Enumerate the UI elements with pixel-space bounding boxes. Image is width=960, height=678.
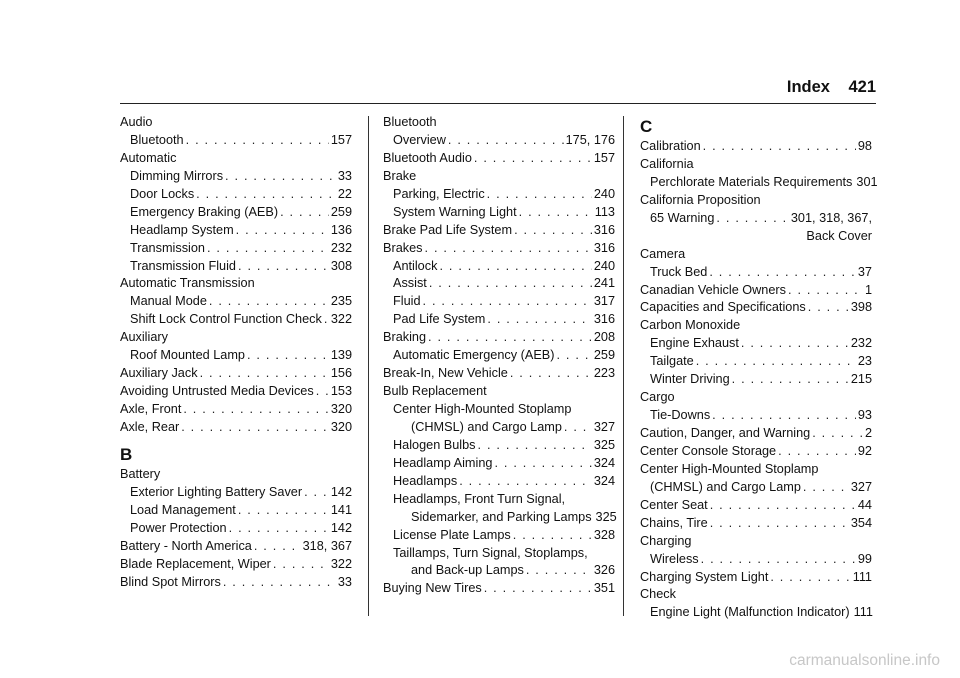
entry-page: 259 [593,348,615,363]
index-entry [640,138,872,156]
dot-leader [710,497,856,515]
index-entry [383,293,615,311]
dot-leader [526,562,592,580]
entry-page: 111 [853,605,873,620]
entry-term: Door Locks [130,186,195,201]
entry-page: 320 [330,419,352,434]
index-continuation: Back Cover [806,228,872,243]
page-number: 421 [848,78,876,96]
entry-page: 301, 318, 367, [790,210,872,225]
dot-leader [459,473,592,491]
entry-page: 33 [337,168,352,183]
entry-term: Brakes [383,240,423,255]
entry-page: 22 [337,186,352,201]
index-heading: Bluetooth [383,115,437,129]
index-entry [120,419,352,437]
entry-page: 328 [593,527,615,542]
entry-page: 113 [594,204,615,219]
entry-page: 139 [330,348,352,363]
index-heading: Charging [640,533,692,548]
entry-term: Shift Lock Control Function Check [130,312,322,327]
entry-page: 326 [593,563,615,578]
index-letter-heading: B [120,444,133,464]
index-entry [640,407,872,425]
index-entry [120,347,352,365]
dot-leader [304,484,329,502]
entry-term: Antilock [393,258,438,273]
index-heading: Auxiliary [120,330,168,345]
entry-page: 92 [857,443,872,458]
entry-page: 308 [330,258,352,273]
entry-term: Buying New Tires [383,581,482,596]
entry-term: Transmission Fluid [130,258,236,273]
entry-page: 215 [850,372,872,387]
entry-page: 324 [593,473,615,488]
entry-term: Blade Replacement, Wiper [120,556,271,571]
entry-term: Transmission [130,240,205,255]
dot-leader [238,502,329,520]
entry-page: 232 [850,336,872,351]
dot-leader [423,293,592,311]
index-entry [383,347,615,365]
dot-leader [200,365,329,383]
entry-term: Power Protection [130,520,227,535]
entry-page: 208 [593,330,615,345]
index-entry [640,353,872,371]
index-entry [640,174,878,192]
entry-page: 322 [330,312,352,327]
dot-leader [519,204,593,222]
entry-term: Fluid [393,294,421,309]
dot-leader [513,527,592,545]
index-letter-heading: C [640,117,653,136]
entry-page: 142 [330,484,352,499]
index-entry [383,204,615,222]
entry-term: Caution, Danger, and Warning [640,426,811,440]
header-rule [120,103,876,104]
dot-leader [229,520,329,538]
index-entry [640,551,872,569]
entry-page: 316 [593,240,615,255]
entry-page: 157 [330,132,352,147]
dot-leader [428,329,592,347]
entry-term: System Warning Light [393,204,517,219]
index-entry [383,186,615,204]
dot-leader [494,455,591,473]
index-entry [640,515,872,533]
dot-leader [709,264,856,282]
entry-page: 327 [850,479,872,494]
entry-page: 240 [593,186,615,201]
entry-page: 156 [330,366,352,381]
index-entry [120,365,352,383]
entry-term: Battery - North America [120,538,252,553]
entry-page: 240 [593,258,615,273]
entry-page: 318, 367 [302,538,352,553]
entry-term: Pad Life System [393,312,486,327]
index-entry [383,527,615,545]
index-entry [120,401,352,419]
index-entry [640,282,872,300]
index-entry [383,150,615,168]
entry-term: Braking [383,330,427,345]
index-entry [640,497,872,515]
dot-leader [223,574,336,592]
dot-leader [812,425,863,443]
index-entry [383,580,615,598]
entry-term: License Plate Lamps [393,527,511,542]
entry-term: Axle, Front [120,402,182,416]
entry-term: (CHMSL) and Cargo Lamp [411,419,562,434]
entry-page: 354 [850,515,872,530]
dot-leader [236,222,329,240]
index-entry [383,437,615,455]
entry-term: Exterior Lighting Battery Saver [130,484,303,499]
index-entry [120,186,352,204]
entry-page: 111 [852,569,872,584]
index-entry [120,574,352,592]
entry-term: Perchlorate Materials Requirements [650,174,853,189]
entry-term: Calibration [640,139,701,153]
index-column-3 [640,114,878,622]
dot-leader [186,132,329,150]
entry-term: Manual Mode [130,294,207,309]
entry-term: 65 Warning [650,210,715,225]
entry-term: Bluetooth [130,132,184,147]
dot-leader [703,138,856,156]
entry-term: Winter Driving [650,372,730,387]
index-heading: Check [640,587,676,602]
index-heading: Brake [383,168,417,183]
dot-leader [778,443,856,461]
entry-term: and Back-up Lamps [411,563,524,578]
index-entry [120,204,352,222]
entry-page: 325 [593,437,615,452]
entry-term: Assist [393,276,427,291]
entry-term: Sidemarker, and Parking Lamps [411,509,592,524]
index-heading: Headlamps, Front Turn Signal, [393,491,566,506]
entry-term: Headlamp System [130,222,234,237]
entry-term: Halogen Bulbs [393,437,476,452]
entry-term: Axle, Rear [120,419,180,434]
index-entry [120,132,352,150]
entry-page: 99 [857,551,872,566]
index-entry [383,509,615,527]
watermark-text: carmanualsonline.info [789,652,940,669]
index-heading: Cargo [640,390,675,405]
entry-term: Center Seat [640,497,708,512]
entry-term: Canadian Vehicle Owners [640,282,786,297]
entry-term: Automatic Emergency (AEB) [393,348,555,363]
entry-term: Load Management [130,502,236,517]
entry-page: 322 [330,556,352,571]
entry-page: 317 [593,294,615,309]
entry-page: 232 [330,240,352,255]
dot-leader [741,335,849,353]
entry-term: Brake Pad Life System [383,222,513,237]
index-entry [383,275,615,293]
index-entry [383,311,615,329]
dot-leader [183,401,328,419]
dot-leader [803,479,849,497]
index-entry [383,329,615,347]
index-entry [640,299,872,317]
index-entry [120,556,352,574]
index-entry [120,383,352,401]
entry-page: 157 [593,150,615,165]
entry-page: 398 [850,300,872,315]
index-heading: Center High-Mounted Stoplamp [640,461,819,476]
dot-leader [425,240,592,258]
dot-leader [732,371,849,389]
entry-term: Charging System Light [640,569,769,584]
index-entry [383,455,615,473]
index-entry [120,502,352,520]
entry-page: 37 [857,264,872,279]
index-entry [383,258,615,276]
entry-term: Tailgate [650,354,694,369]
entry-term: Engine Exhaust [650,336,739,351]
column-divider [623,116,624,616]
entry-term: Center Console Storage [640,443,777,458]
entry-page: 93 [857,408,872,423]
entry-page: 241 [593,276,615,291]
dot-leader [712,407,856,425]
dot-leader [324,311,329,329]
dot-leader [316,383,329,401]
dot-leader [716,210,788,228]
entry-term: Avoiding Untrusted Media Devices [120,384,314,399]
entry-page: 98 [857,139,872,153]
index-entry [383,419,615,437]
dot-leader [564,419,592,437]
dot-leader [510,365,592,383]
dot-leader [556,347,591,365]
dot-leader [209,293,329,311]
entry-term: Tie-Downs [650,408,711,423]
entry-term: Headlamps [393,473,458,488]
dot-leader [514,222,592,240]
dot-leader [448,132,564,150]
entry-term: Roof Mounted Lamp [130,348,245,363]
entry-term: Blind Spot Mirrors [120,574,221,589]
dot-leader [280,204,329,222]
entry-term: (CHMSL) and Cargo Lamp [650,479,801,494]
index-heading: Automatic Transmission [120,276,255,291]
entry-page: 316 [593,312,615,327]
entry-term: Wireless [650,551,699,566]
entry-page: 142 [330,520,352,535]
index-heading: Battery [120,466,161,481]
index-entry [640,479,872,497]
index-heading: Audio [120,115,153,129]
entry-term: Emergency Braking (AEB) [130,204,279,219]
index-heading: California [640,156,694,171]
index-entry [640,335,872,353]
index-heading: Camera [640,246,686,261]
index-heading: Center High-Mounted Stoplamp [393,402,572,416]
entry-page: 324 [593,455,615,470]
entry-term: Dimming Mirrors [130,168,224,183]
index-entry [383,473,615,491]
entry-term: Bluetooth Audio [383,150,472,165]
dot-leader [207,240,329,258]
dot-leader [273,556,329,574]
index-entry [120,293,352,311]
dot-leader [808,299,849,317]
page-header [0,78,876,104]
index-entry [640,569,872,587]
entry-page: 327 [593,419,615,434]
index-entry [120,168,352,186]
index-entry [640,425,872,443]
dot-leader [429,275,592,293]
index-entry [640,264,872,282]
index-entry [120,222,352,240]
dot-leader [484,580,592,598]
dot-leader [247,347,329,365]
dot-leader [770,569,850,587]
entry-page: 223 [593,366,615,381]
index-column-1 [120,114,352,591]
entry-page: 23 [857,354,872,369]
entry-page: 351 [593,581,615,596]
entry-page: 141 [330,502,352,517]
section-title: Index [786,78,830,96]
entry-page: 325 [595,509,617,524]
index-entry [383,562,615,580]
dot-leader [181,419,329,437]
dot-leader [788,282,863,300]
index-entry [120,258,352,276]
entry-term: Overview [393,132,446,147]
index-entry [640,210,872,228]
dot-leader [696,353,856,371]
entry-term: Engine Light (Malfunction Indicator) [650,605,850,620]
index-heading: California Proposition [640,192,761,207]
index-heading: Bulb Replacement [383,384,487,399]
entry-term: Capacities and Specifications [640,300,806,315]
entry-page: 1 [864,282,872,297]
entry-page: 316 [593,222,615,237]
index-entry [120,311,352,329]
index-entry [383,222,615,240]
entry-page: 136 [330,222,352,237]
dot-leader [238,258,329,276]
entry-page: 33 [337,574,352,589]
index-entry [120,240,352,258]
entry-term: Headlamp Aiming [393,455,493,470]
index-heading: Automatic [120,150,177,165]
entry-term: Chains, Tire [640,515,708,530]
entry-page: 44 [857,497,872,512]
index-entry [383,240,615,258]
entry-term: Truck Bed [650,264,708,279]
index-entry [120,484,352,502]
index-entry [120,538,352,556]
index-entry [383,132,615,150]
dot-leader [487,186,592,204]
dot-leader [710,515,849,533]
index-heading: Carbon Monoxide [640,318,741,333]
dot-leader [196,186,336,204]
dot-leader [478,437,592,455]
entry-page: 2 [864,426,872,440]
index-entry [640,443,872,461]
index-entry [640,604,872,622]
entry-page: 235 [330,294,352,309]
index-entry [383,365,615,383]
dot-leader [487,311,591,329]
entry-term: Break-In, New Vehicle [383,366,508,381]
index-column-2 [383,114,615,598]
entry-page: 301 [856,174,878,189]
entry-term: Auxiliary Jack [120,366,198,381]
dot-leader [701,551,856,569]
entry-page: 153 [330,384,352,399]
dot-leader [254,538,301,556]
column-divider [368,116,369,616]
dot-leader [474,150,592,168]
index-entry [120,520,352,538]
entry-term: Parking, Electric [393,186,485,201]
entry-page: 320 [330,402,352,416]
entry-page: 259 [330,204,352,219]
index-entry [640,371,872,389]
dot-leader [439,258,591,276]
index-heading: Taillamps, Turn Signal, Stoplamps, [393,545,588,560]
entry-page: 175, 176 [565,132,615,147]
dot-leader [225,168,336,186]
